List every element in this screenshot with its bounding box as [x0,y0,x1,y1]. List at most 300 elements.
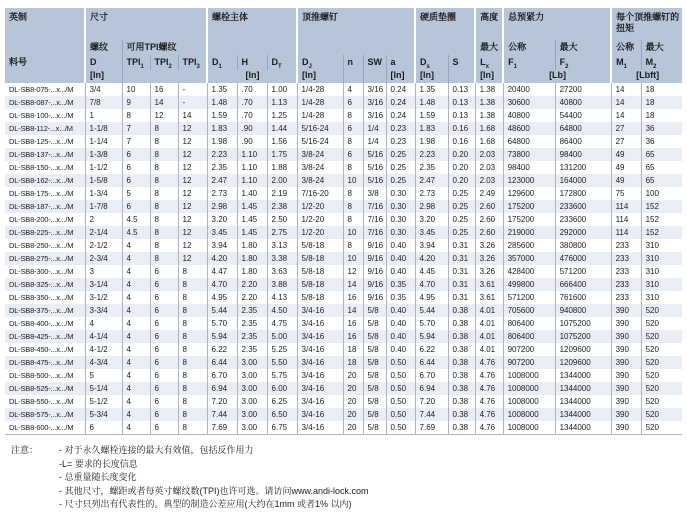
table-row [5,278,682,291]
table-cell: 390 [611,317,641,330]
table-cell: DL-SB8-150-...x.../M [9,163,74,172]
col-symbol-TPI2: $TPI_2$ [150,55,178,70]
table-cell: DL-SB8-475-...x.../M [9,358,74,367]
table-row [5,187,682,200]
table-cell: 1-3/8 [85,148,122,161]
table-cell: 14 [611,83,641,96]
table-row [5,226,682,239]
table-cell: 114 [611,226,641,239]
table-cell: 7/8 [85,96,122,109]
table-row [5,317,682,330]
table-cell: 2.00 [267,174,297,187]
table-cell: 152 [641,226,682,239]
table-cell: 3/4-16 [297,421,343,435]
table-cell: 5.00 [267,330,297,343]
table-cell: 0.13 [448,83,475,96]
table-cell: 5/8 [363,395,386,408]
table-cell: 3.26 [475,239,503,252]
table-cell: 520 [641,408,682,421]
table-row [5,265,682,278]
table-cell: 0.16 [448,135,475,148]
table-cell: 8 [178,343,207,356]
table-cell: 1.48 [415,96,448,109]
table-cell: 3.88 [267,278,297,291]
table-cell: 64800 [503,135,555,148]
table-cell: 12 [343,265,363,278]
table-cell: DL-SB8-525-...x.../M [9,384,74,393]
table-cell: 428400 [503,265,555,278]
table-cell: 8 [343,187,363,200]
col-symbol-F1: $F_1$ [503,55,555,70]
table-cell: 8 [178,356,207,369]
col-symbol-S: S [448,55,475,70]
table-cell: 10 [343,226,363,239]
table-cell: 5.70 [207,317,237,330]
table-cell: 75 [611,187,641,200]
table-cell: 98400 [555,148,611,161]
table-row [5,213,682,226]
table-cell: 30600 [503,96,555,109]
table-cell: 520 [641,343,682,356]
table-cell: 0.40 [386,343,415,356]
note-item: - 对于永久螺栓连接的最大有效值，包括反作用力 [59,445,254,455]
table-row [5,135,682,148]
table-cell: 940800 [555,304,611,317]
table-cell: 4 [122,265,150,278]
table-cell: 2.60 [475,200,503,213]
table-cell: 6.44 [415,356,448,369]
table-cell: 4.76 [475,382,503,395]
table-cell: 8 [150,187,178,200]
table-cell: DL-SB8-125-...x.../M [9,137,74,146]
note-item: -L= 要求的长度信息 [59,458,138,469]
table-cell: 3/4-16 [297,317,343,330]
table-cell: 10 [343,174,363,187]
table-cell: 3.00 [237,382,267,395]
table-cell: 1/2-20 [297,200,343,213]
table-cell: 5/8 [363,382,386,395]
table-cell: 4.5 [122,213,150,226]
table-cell: 8 [178,265,207,278]
table-cell: 520 [641,356,682,369]
table-cell: 1.00 [267,83,297,96]
table-cell: 1.56 [267,135,297,148]
table-cell: 100 [641,187,682,200]
table-cell: 1-1/8 [85,122,122,135]
table-cell: 5.70 [415,317,448,330]
table-cell: 6.94 [415,382,448,395]
table-cell: 1.98 [415,135,448,148]
table-cell: 520 [641,382,682,395]
table-cell: 3/4-16 [297,343,343,356]
table-cell: 3.20 [207,213,237,226]
table-cell: 3.00 [237,421,267,435]
table-row [5,96,682,109]
table-cell: 310 [641,239,682,252]
table-cell: 18 [641,96,682,109]
table-cell: 0.20 [448,174,475,187]
table-cell: 2.35 [237,330,267,343]
table-cell: 16 [343,291,363,304]
col-symbol-Lx: $L_x$ [475,55,503,70]
table-cell: 0.24 [386,96,415,109]
unit-sw-blank [363,70,386,83]
table-cell: 3.61 [475,291,503,304]
col-subgroup-available-tpi: 可用TPI螺纹 [122,40,207,55]
table-cell: DL-SB8-175-...x.../M [9,189,74,198]
col-subgroup-preload-max: 最大 [555,40,611,55]
table-cell: 0.31 [448,252,475,265]
table-cell: 4 [122,356,150,369]
table-cell: 2.03 [475,161,503,174]
table-cell: 6 [122,200,150,213]
table-cell: 8 [178,291,207,304]
table-cell: 0.23 [386,122,415,135]
table-cell: 86400 [555,135,611,148]
table-cell: 1008000 [503,382,555,395]
table-cell: 12 [178,174,207,187]
table-cell: 164000 [555,174,611,187]
table-cell: 3.61 [475,278,503,291]
table-row [5,304,682,317]
table-cell: 1/4-28 [297,83,343,96]
table-cell: 9/16 [363,291,386,304]
table-cell: 1-3/4 [85,187,122,200]
table-cell: 6.44 [207,356,237,369]
col-subgroup-torque-max: 最大 [641,40,682,55]
table-cell: 2.73 [207,187,237,200]
table-cell: 0.50 [386,395,415,408]
table-cell: 5/8-18 [297,239,343,252]
table-cell: 6 [150,317,178,330]
table-cell: 0.25 [386,161,415,174]
table-cell: 0.38 [448,317,475,330]
table-cell: 5/8 [363,421,386,435]
table-cell: 5/8 [363,304,386,317]
table-cell: 152 [641,213,682,226]
table-cell: 1.35 [207,83,237,96]
table-cell: 0.38 [448,369,475,382]
table-cell: 4 [122,408,150,421]
table-cell: 4.76 [475,408,503,421]
table-cell: 4.01 [475,343,503,356]
table-cell: 3.45 [207,226,237,239]
table-cell: 2.23 [207,148,237,161]
table-cell: 8 [343,135,363,148]
table-cell: 0.38 [448,382,475,395]
table-cell: 3.45 [415,226,448,239]
table-cell: 1.44 [267,122,297,135]
table-cell: 48600 [503,122,555,135]
table-cell: 36 [641,135,682,148]
table-row [5,382,682,395]
table-cell: - [178,83,207,96]
table-cell: 0.13 [448,96,475,109]
table-cell: 2.35 [237,343,267,356]
table-cell: 2 [85,213,122,226]
table-cell: 0.35 [386,278,415,291]
table-cell: 20 [343,421,363,435]
table-cell: 0.40 [386,239,415,252]
table-cell: 390 [611,382,641,395]
table-cell: 907200 [503,343,555,356]
unit-ds-in: [In] [415,70,448,83]
table-row [5,395,682,408]
table-cell: 6 [150,369,178,382]
col-symbol-F2: $F_2$ [555,55,611,70]
table-cell: 0.38 [448,395,475,408]
col-symbol-Ds: $D_s$ [415,55,448,70]
table-cell: 1008000 [503,408,555,421]
table-cell: 3.26 [475,265,503,278]
table-cell: 6 [122,174,150,187]
table-cell: 4.13 [267,291,297,304]
table-cell: 4 [122,291,150,304]
table-cell: 0.20 [448,161,475,174]
table-cell: 0.50 [386,382,415,395]
table-cell: 1.80 [237,265,267,278]
table-cell: 1209600 [555,356,611,369]
table-cell: 4.70 [415,278,448,291]
table-cell: 0.35 [386,291,415,304]
table-cell: 7 [122,135,150,148]
unit-thread-in: [In] [85,70,122,83]
table-cell: 2.98 [207,200,237,213]
unit-tpi-blank [122,70,207,83]
table-cell: 8 [150,252,178,265]
table-cell: .90 [237,135,267,148]
col-symbol-n: n [343,55,363,70]
table-cell: 18 [641,83,682,96]
table-cell: 0.31 [448,265,475,278]
col-symbol-D1: $D_1$ [207,55,237,70]
table-cell: 175200 [503,200,555,213]
table-cell: 2-3/4 [85,252,122,265]
table-cell: 1.68 [475,122,503,135]
table-row [5,408,682,421]
table-cell: 9/16 [363,265,386,278]
note-item: - 总重量随长度变化 [59,472,137,482]
table-cell: 5/8 [363,369,386,382]
table-cell: 9/16 [363,239,386,252]
table-cell: 14 [343,278,363,291]
table-cell: 8 [150,239,178,252]
table-cell: 6.50 [267,408,297,421]
table-cell: 1.35 [415,83,448,96]
table-cell: 1.45 [237,226,267,239]
col-subgroup-preload-nominal: 公称 [503,40,555,55]
table-cell: 1008000 [503,421,555,435]
table-cell: 3/16 [363,83,386,96]
table-cell: 7/16 [363,226,386,239]
table-cell: 6.22 [207,343,237,356]
table-cell: 0.40 [386,265,415,278]
table-cell: 8 [178,408,207,421]
table-cell: 2.50 [267,213,297,226]
table-cell: 49 [611,174,641,187]
table-cell: 1.75 [267,148,297,161]
table-cell: 357000 [503,252,555,265]
table-cell: 12 [178,148,207,161]
table-cell: 1.38 [475,83,503,96]
table-cell: 40800 [503,109,555,122]
table-cell: 4.50 [267,304,297,317]
table-cell: 5/16-24 [297,135,343,148]
table-cell: 5/16 [363,161,386,174]
table-cell: 2.47 [207,174,237,187]
table-cell: 2.75 [267,226,297,239]
table-cell: 520 [641,330,682,343]
col-group-torque: 每个顶推螺钉的扭矩 [611,8,682,40]
table-cell: 1/4-28 [297,109,343,122]
table-cell: 3.38 [267,252,297,265]
table-cell: 1-5/8 [85,174,122,187]
table-cell: 2.03 [475,174,503,187]
table-cell: 3/16 [363,109,386,122]
table-cell: 1075200 [555,317,611,330]
table-row [5,369,682,382]
table-cell: 1.40 [237,187,267,200]
table-cell: 0.25 [448,200,475,213]
table-cell: DL-SB8-300-...x.../M [9,267,74,276]
table-cell: 7/16-20 [297,187,343,200]
table-cell: 2.98 [415,200,448,213]
table-cell: 6 [343,122,363,135]
table-cell: 6 [150,343,178,356]
table-cell: 0.38 [448,356,475,369]
table-cell: 3/4-16 [297,408,343,421]
table-cell: 6.22 [415,343,448,356]
table-cell: 6 [150,421,178,435]
table-cell: 152 [641,200,682,213]
table-cell: 3/8-24 [297,161,343,174]
table-row [5,122,682,135]
table-cell: 12 [178,135,207,148]
table-cell: 390 [611,330,641,343]
table-cell: 8 [150,148,178,161]
table-cell: 806400 [503,317,555,330]
table-cell: 8 [178,304,207,317]
table-cell: 666400 [555,278,611,291]
table-cell: 65 [641,148,682,161]
table-cell: 65 [641,174,682,187]
table-cell: 4 [122,330,150,343]
table-cell: 5.44 [207,304,237,317]
table-cell: 5/16 [363,148,386,161]
table-cell: 131200 [555,161,611,174]
col-symbol-a: a [386,55,415,70]
table-cell: 7/16 [363,213,386,226]
table-cell: 1-1/2 [85,161,122,174]
table-body [5,83,682,435]
table-cell: 0.40 [386,330,415,343]
table-cell: 0.20 [448,148,475,161]
table-cell: DL-SB8-075-...x.../M [9,85,74,94]
table-cell: 5/8-18 [297,265,343,278]
table-cell: 1.45 [237,213,267,226]
table-cell: 390 [611,304,641,317]
table-cell: 175200 [503,213,555,226]
table-cell: 14 [178,109,207,122]
table-cell: 3/4-16 [297,356,343,369]
table-cell: 5-3/4 [85,408,122,421]
table-cell: 1344000 [555,382,611,395]
table-cell: 6 [150,291,178,304]
table-cell: 27200 [555,83,611,96]
table-cell: DL-SB8-500-...x.../M [9,371,74,380]
table-cell: 2.49 [475,187,503,200]
table-cell: 4 [122,369,150,382]
table-cell: 9 [122,96,150,109]
table-cell: 4.95 [415,291,448,304]
unit-torque-lbft: [Lbft] [611,70,682,83]
table-cell: 7/16 [363,200,386,213]
col-subgroup-torque-nominal: 公称 [611,40,641,55]
col-group-size: 尺寸 [85,8,207,40]
table-cell: 16 [150,83,178,96]
notes-label: 注意： [11,445,39,455]
table-cell: 5/8 [363,356,386,369]
table-cell: 7.20 [207,395,237,408]
table-cell: 310 [641,291,682,304]
table-cell: 3/4 [85,83,122,96]
table-cell: 4 [122,317,150,330]
table-cell: 20 [343,369,363,382]
table-cell: 0.25 [448,213,475,226]
table-cell: 2.35 [415,161,448,174]
table-cell: 6 [150,356,178,369]
table-cell: 520 [641,369,682,382]
table-cell: 4 [122,252,150,265]
table-cell: 1.59 [207,109,237,122]
table-cell: 1/4 [363,122,386,135]
table-cell: 8 [343,161,363,174]
table-cell: 14 [611,96,641,109]
table-cell: DL-SB8-200-...x.../M [9,215,74,224]
table-cell: 0.38 [448,421,475,435]
table-cell: 12 [178,200,207,213]
table-cell: 8 [122,109,150,122]
table-cell: 5.44 [415,304,448,317]
table-cell: 65 [641,161,682,174]
col-part-no: 料号 [5,55,85,83]
table-cell: 233 [611,278,641,291]
table-cell: 3.94 [415,239,448,252]
table-cell: 9/16 [363,278,386,291]
table-cell: DL-SB8-350-...x.../M [9,293,74,302]
col-symbol-M1: $M_1$ [611,55,641,70]
table-cell: 520 [641,421,682,435]
table-cell: 2-1/4 [85,226,122,239]
table-cell: 310 [641,252,682,265]
table-cell: 6 [150,330,178,343]
table-cell: 8 [343,213,363,226]
table-cell: 12 [178,239,207,252]
table-cell: 499800 [503,278,555,291]
table-cell: 14 [611,109,641,122]
table-cell: 1.80 [237,252,267,265]
table-cell: 3/4-16 [297,369,343,382]
table-cell: DL-SB8-325-...x.../M [9,280,74,289]
table-cell: 705600 [503,304,555,317]
table-cell: 0.31 [448,291,475,304]
table-cell: 390 [611,343,641,356]
table-cell: DL-SB8-225-...x.../M [9,228,74,237]
table-cell: 0.40 [386,317,415,330]
table-row [5,200,682,213]
unit-a-in: [In] [386,70,415,83]
spec-table [5,8,682,435]
